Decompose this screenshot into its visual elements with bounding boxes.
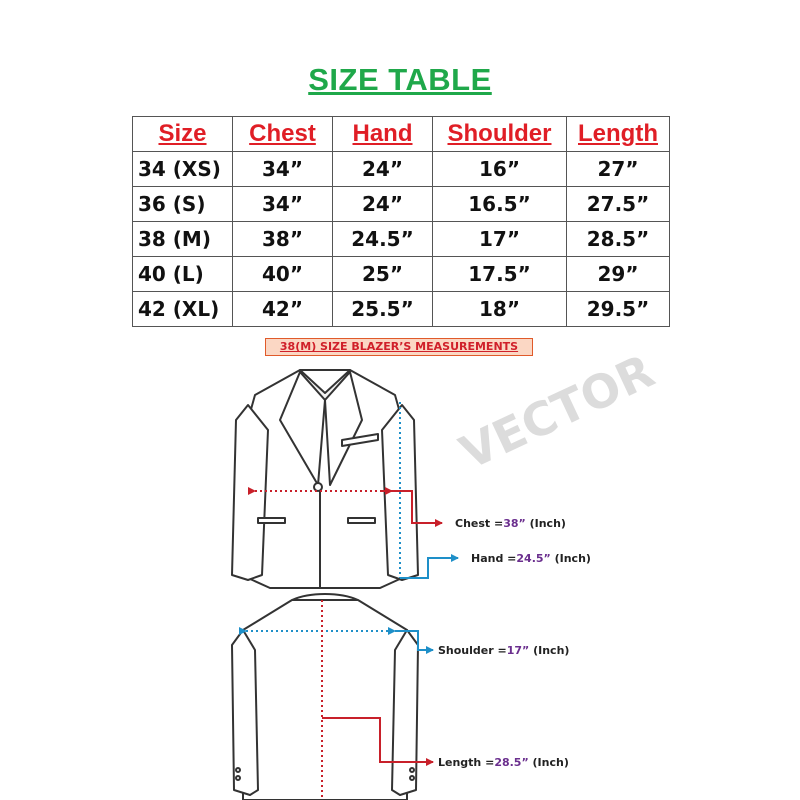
cell-size: 42 (XL) (133, 292, 233, 327)
cell-chest: 38” (233, 222, 333, 257)
cell-length: 28.5” (567, 222, 670, 257)
cell-hand: 24.5” (333, 222, 433, 257)
cell-size: 38 (M) (133, 222, 233, 257)
cell-chest: 40” (233, 257, 333, 292)
cell-length: 29.5” (567, 292, 670, 327)
cell-shoulder: 16” (433, 152, 567, 187)
header-length: Length (567, 117, 670, 152)
cell-hand: 24” (333, 187, 433, 222)
cell-hand: 25.5” (333, 292, 433, 327)
header-shoulder: Shoulder (433, 117, 567, 152)
cell-shoulder: 18” (433, 292, 567, 327)
cell-length: 27.5” (567, 187, 670, 222)
cell-shoulder: 17.5” (433, 257, 567, 292)
length-label: Length =28.5” (Inch) (438, 756, 569, 769)
cell-chest: 42” (233, 292, 333, 327)
cell-length: 29” (567, 257, 670, 292)
cell-length: 27” (567, 152, 670, 187)
blazer-front (232, 370, 418, 588)
shoulder-label: Shoulder =17” (Inch) (438, 644, 570, 657)
cell-hand: 25” (333, 257, 433, 292)
cell-shoulder: 17” (433, 222, 567, 257)
cell-shoulder: 16.5” (433, 187, 567, 222)
header-chest: Chest (233, 117, 333, 152)
blazer-back (232, 594, 418, 800)
cell-size: 36 (S) (133, 187, 233, 222)
measurements-banner: 38(M) SIZE BLAZER’S MEASUREMENTS (265, 338, 533, 356)
cell-size: 40 (L) (133, 257, 233, 292)
chest-label: Chest =38” (Inch) (455, 517, 566, 530)
header-size: Size (133, 117, 233, 152)
watermark-text: VECTOR (451, 343, 662, 480)
cell-chest: 34” (233, 152, 333, 187)
cell-size: 34 (XS) (133, 152, 233, 187)
hand-label: Hand =24.5” (Inch) (471, 552, 591, 565)
page-title: SIZE TABLE (308, 62, 492, 97)
cell-hand: 24” (333, 152, 433, 187)
cell-chest: 34” (233, 187, 333, 222)
header-hand: Hand (333, 117, 433, 152)
